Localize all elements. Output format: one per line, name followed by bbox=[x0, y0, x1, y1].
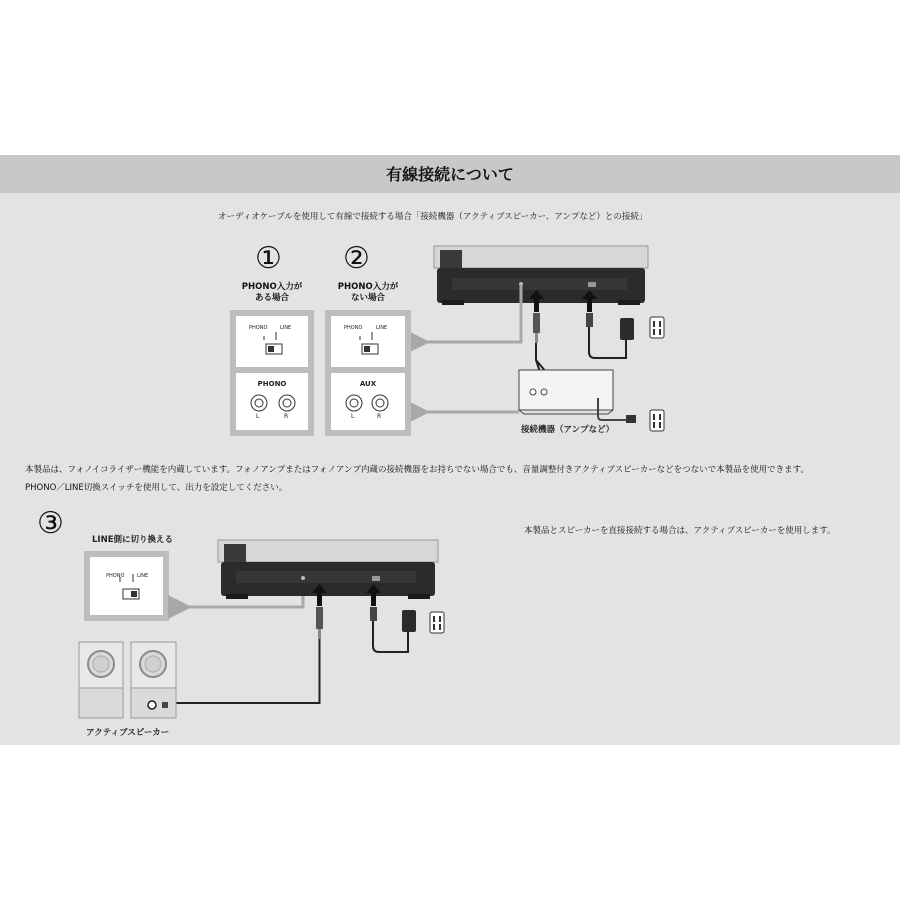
power-cable-top bbox=[586, 313, 634, 358]
jack-label-l: L bbox=[351, 413, 355, 420]
panel-line bbox=[84, 551, 169, 621]
switch-label-line: LINE bbox=[280, 325, 292, 331]
case2-heading-line2: ない場合 bbox=[350, 293, 385, 304]
switch-label-phono: PHONO bbox=[344, 325, 363, 331]
description-line1: 本製品は、フォノイコライザー機能を内蔵しています。フォノアンプまたはフォノアンプ内蔵の接続機器をお持ちでない場合でも、音量調整付きアクティブスピーカーなどをつないで本製品を使用できます。 bbox=[25, 465, 809, 475]
turntable-bottom bbox=[218, 540, 438, 599]
case2-heading bbox=[325, 282, 411, 305]
case1-heading bbox=[230, 282, 314, 305]
speaker-label: アクティブスピーカー bbox=[86, 728, 170, 738]
active-speaker-left bbox=[79, 642, 123, 718]
audio-cable-to-speaker bbox=[160, 607, 323, 703]
switch-label-phono: PHONO bbox=[249, 325, 268, 331]
jack-title-aux: AUX bbox=[359, 380, 377, 388]
panel-phono bbox=[230, 310, 314, 436]
jack-label-r: R bbox=[377, 413, 382, 420]
case1-heading-line1: PHONO入力が bbox=[241, 282, 303, 292]
case3-note: 本製品とスピーカーを直接接続する場合は、アクティブスピーカーを使用します。 bbox=[524, 526, 836, 536]
description-line2: PHONO／LINE切換スイッチを使用して、出力を設定してください。 bbox=[25, 483, 288, 493]
active-speaker-right bbox=[131, 642, 176, 718]
case3-number: ③ bbox=[37, 506, 64, 541]
wall-outlet-icon bbox=[650, 410, 664, 431]
jack-title-phono: PHONO bbox=[257, 380, 287, 388]
power-cable-bottom bbox=[370, 607, 416, 652]
wall-outlet-icon bbox=[650, 317, 664, 338]
switch-label-phono: PHONO bbox=[106, 573, 125, 579]
page-subtitle: オーディオケーブルを使用して有線で接続する場合「接続機器（アクティブスピーカー、アンプなど）との接続」 bbox=[218, 212, 648, 222]
case2-number: ② bbox=[343, 241, 370, 276]
case2-heading-line1: PHONO入力が bbox=[337, 282, 399, 292]
amplifier bbox=[519, 370, 636, 423]
case1-number: ① bbox=[255, 241, 282, 276]
jack-label-l: L bbox=[256, 413, 260, 420]
switch-label-line: LINE bbox=[376, 325, 388, 331]
page-title: 有線接続について bbox=[386, 165, 514, 184]
wall-outlet-icon bbox=[430, 612, 444, 633]
amp-label: 接続機器（アンプなど） bbox=[521, 425, 615, 435]
switch-label-line: LINE bbox=[137, 573, 149, 579]
case1-heading-line2: ある場合 bbox=[254, 293, 289, 304]
panel-aux bbox=[325, 310, 411, 436]
case3-heading: LINE側に切り換える bbox=[92, 535, 173, 545]
jack-label-r: R bbox=[284, 413, 289, 420]
